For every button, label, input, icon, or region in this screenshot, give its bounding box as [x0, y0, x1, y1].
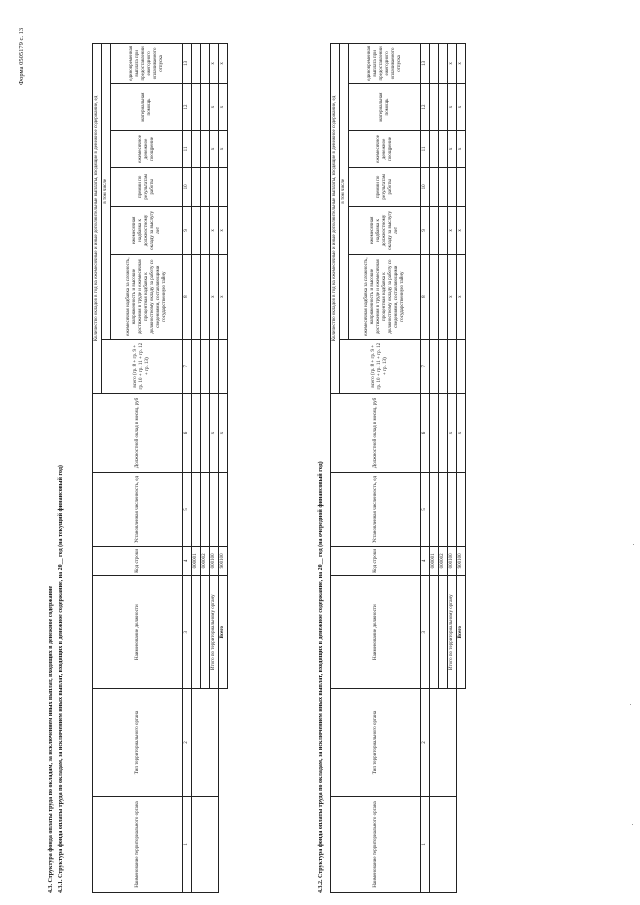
cell-v9[interactable]: [201, 207, 210, 255]
x-mark: x: [457, 44, 466, 84]
cell-staff[interactable]: [192, 473, 201, 547]
col-num: 2: [421, 689, 430, 797]
header-monthly-salary: Должностной оклад в месяц, руб: [93, 393, 183, 472]
cell-v10[interactable]: [457, 167, 466, 207]
cell-v10[interactable]: [430, 167, 439, 207]
header-performance-bonus: премии по результатам работы: [111, 167, 183, 207]
header-row-code: Код строки: [331, 546, 421, 575]
cell-v9[interactable]: [192, 207, 201, 255]
cell-v11[interactable]: [192, 131, 201, 167]
header-including: в том числе: [102, 44, 111, 340]
col-num: 6: [183, 393, 192, 472]
cell-position[interactable]: [430, 576, 439, 689]
col-num: 7: [183, 339, 192, 393]
col-num: 6: [421, 393, 430, 472]
header-total-salaries: всего (гр. 8 + гр. 9 + гр. 10 + гр. 11 + гр. 12 + гр. 13): [102, 339, 183, 393]
cell-total[interactable]: [219, 339, 228, 393]
cell-code: 000001: [192, 546, 201, 575]
x-mark: x: [448, 44, 457, 84]
cell-v11[interactable]: [201, 131, 210, 167]
col-num: 8: [421, 254, 430, 339]
subsection-1-title: 4.3.1. Структура фонда оплаты труда по окладам, за исключением иных выплат, входящих в денежное содержание, на 20__ год (на текущий финансовый год): [58, 465, 64, 893]
header-salary-count-group: Количество окладов в год на ежемесячные и иные дополнительные выплаты, входящие в денежное содержание, ед: [93, 44, 102, 394]
cell-total[interactable]: [448, 339, 457, 393]
cell-total[interactable]: [457, 339, 466, 393]
x-mark: x: [448, 207, 457, 255]
cell-staff[interactable]: [210, 473, 219, 547]
col-num: 4: [421, 546, 430, 575]
header-vacation-payment: единовременная выплата при предоставлении ежегодного оплачиваемого отпуска: [111, 44, 183, 84]
header-salary-count-group: Количество окладов в год на ежемесячные и иные дополнительные выплаты, входящие в денежное содержание, ед: [331, 44, 340, 394]
header-position-name: Наименование должности: [331, 576, 421, 689]
header-row-code: Код строки: [93, 546, 183, 575]
x-mark: x: [219, 131, 228, 167]
cell-salary[interactable]: [192, 393, 201, 472]
cell-total[interactable]: [439, 339, 448, 393]
cell-staff[interactable]: [201, 473, 210, 547]
cell-v13[interactable]: [439, 44, 448, 84]
cell-staff[interactable]: [219, 473, 228, 547]
x-mark: x: [457, 207, 466, 255]
header-monthly-incentive: ежемесячное денежное поощрение: [111, 131, 183, 167]
cell-code: 000002: [201, 546, 210, 575]
x-mark: x: [448, 131, 457, 167]
x-mark: x: [457, 83, 466, 131]
x-mark: x: [219, 393, 228, 472]
cell-code: 000001: [430, 546, 439, 575]
cell-v13[interactable]: [192, 44, 201, 84]
header-vacation-payment: единовременная выплата при предоставлении ежегодного оплачиваемого отпуска: [349, 44, 421, 84]
cell-staff[interactable]: [448, 473, 457, 547]
cell-v13[interactable]: [201, 44, 210, 84]
cell-v10[interactable]: [192, 167, 201, 207]
col-num: 5: [183, 473, 192, 547]
empty-cell: [457, 796, 466, 892]
empty-cell: [457, 689, 466, 797]
cell-position[interactable]: [192, 576, 201, 689]
col-num: 13: [421, 44, 430, 84]
col-num: 4: [183, 546, 192, 575]
header-total-salaries: всего (гр. 8 + гр. 9 + гр. 10 + гр. 11 + гр. 12 + гр. 13): [340, 339, 421, 393]
col-num: 11: [421, 131, 430, 167]
grand-total-code: 900100: [457, 546, 466, 575]
scan-speck: [633, 544, 634, 545]
scan-speck: [632, 824, 633, 825]
cell-staff[interactable]: [457, 473, 466, 547]
section-title: 4.3. Структура фонда оплаты труда по окладам, за исключением иных выплат, входящих в денежное содержание: [48, 585, 54, 893]
column-numbers-row: [421, 44, 430, 893]
cell-v10[interactable]: [201, 167, 210, 207]
x-mark: x: [448, 254, 457, 339]
subsection-2-title: 4.3.2. Структура фонда оплаты труда по окладам, за исключением иных выплат, входящих в денежное содержание, на 20__ год (на очередной финансовый год): [318, 461, 324, 893]
cell-total[interactable]: [430, 339, 439, 393]
header-monthly-incentive: ежемесячное денежное поощрение: [349, 131, 421, 167]
header-complexity-bonus: ежемесячная надбавка за сложность, напряженность и высокие достижения в труде и ежемесячная процентная надбавка к должностному окладу за работу со сведениями, составляющими государственную тайну: [111, 254, 183, 339]
cell-salary[interactable]: [201, 393, 210, 472]
cell-salary[interactable]: [430, 393, 439, 472]
subtotal-code: 000100: [448, 546, 457, 575]
cell-v10[interactable]: [219, 167, 228, 207]
grand-total-code: 900100: [219, 546, 228, 575]
cell-v9[interactable]: [430, 207, 439, 255]
col-num: 3: [183, 576, 192, 689]
header-staff-count: Установленная численность, ед: [331, 473, 421, 547]
header-material-aid: материальная помощь: [349, 83, 421, 131]
col-num: 9: [183, 207, 192, 255]
x-mark: x: [448, 393, 457, 472]
cell-position[interactable]: [439, 576, 448, 689]
cell-organ-name[interactable]: [430, 796, 457, 892]
col-num: 5: [421, 473, 430, 547]
cell-v13[interactable]: [430, 44, 439, 84]
cell-v10[interactable]: [439, 167, 448, 207]
col-num: 12: [421, 83, 430, 131]
cell-v8[interactable]: [439, 254, 448, 339]
grand-total-label: Всего: [219, 576, 228, 689]
column-numbers-row: [183, 44, 192, 893]
cell-v11[interactable]: [439, 131, 448, 167]
col-num: 10: [421, 167, 430, 207]
header-including: в том числе: [340, 44, 349, 340]
header-territorial-organ-name: Наименование территориального органа: [93, 796, 183, 892]
empty-cell: [219, 689, 228, 797]
cell-organ-type[interactable]: [192, 689, 219, 797]
header-monthly-salary: Должностной оклад в месяц, руб: [331, 393, 421, 472]
x-mark: x: [219, 207, 228, 255]
empty-cell: [219, 796, 228, 892]
grand-total-row: [457, 44, 466, 893]
subtotal-code: 000100: [210, 546, 219, 575]
col-num: 3: [421, 576, 430, 689]
x-mark: x: [219, 254, 228, 339]
scan-speck: [630, 704, 631, 705]
cell-code: 000002: [439, 546, 448, 575]
header-performance-bonus: премии по результатам работы: [349, 167, 421, 207]
header-material-aid: материальная помощь: [111, 83, 183, 131]
fot-structure-table-next-year: [330, 43, 466, 893]
x-mark: x: [457, 131, 466, 167]
grand-total-label: Всего: [457, 576, 466, 689]
cell-v12[interactable]: [439, 83, 448, 131]
cell-v11[interactable]: [430, 131, 439, 167]
col-num: 7: [421, 339, 430, 393]
col-num: 1: [183, 796, 192, 892]
cell-v10[interactable]: [210, 167, 219, 207]
header-seniority-bonus: ежемесячная надбавка к должностному окладу за выслугу лет: [111, 207, 183, 255]
col-num: 13: [183, 44, 192, 84]
header-territorial-organ-type: Тип территориального органа: [331, 689, 421, 797]
cell-position[interactable]: [201, 576, 210, 689]
cell-v10[interactable]: [448, 167, 457, 207]
cell-total[interactable]: [201, 339, 210, 393]
header-seniority-bonus: ежемесячная надбавка к должностному окладу за выслугу лет: [349, 207, 421, 255]
header-territorial-organ-type: Тип территориального органа: [93, 689, 183, 797]
cell-staff[interactable]: [430, 473, 439, 547]
cell-v12[interactable]: [430, 83, 439, 131]
table-row: [430, 44, 439, 893]
header-position-name: Наименование должности: [93, 576, 183, 689]
cell-total[interactable]: [192, 339, 201, 393]
x-mark: x: [448, 83, 457, 131]
col-num: 1: [421, 796, 430, 892]
col-num: 10: [183, 167, 192, 207]
header-complexity-bonus: ежемесячная надбавка за сложность, напряженность и высокие достижения в труде и ежемесячная процентная надбавка к должностному окладу за работу со сведениями, составляющими государственную тайну: [349, 254, 421, 339]
col-num: 8: [183, 254, 192, 339]
cell-staff[interactable]: [439, 473, 448, 547]
header-territorial-organ-name: Наименование территориального органа: [331, 796, 421, 892]
cell-v9[interactable]: [439, 207, 448, 255]
cell-v8[interactable]: [201, 254, 210, 339]
cell-organ-type[interactable]: [430, 689, 457, 797]
x-mark: x: [210, 207, 219, 255]
cell-salary[interactable]: [439, 393, 448, 472]
cell-v8[interactable]: [430, 254, 439, 339]
header-staff-count: Установленная численность, ед: [93, 473, 183, 547]
cell-v8[interactable]: [192, 254, 201, 339]
cell-total[interactable]: [210, 339, 219, 393]
form-number: Форма 0505179 с. 13: [18, 27, 25, 85]
grand-total-row: [219, 44, 228, 893]
cell-v12[interactable]: [201, 83, 210, 131]
x-mark: x: [457, 393, 466, 472]
x-mark: x: [219, 44, 228, 84]
x-mark: x: [457, 254, 466, 339]
table-row: [192, 44, 201, 893]
x-mark: x: [210, 393, 219, 472]
x-mark: x: [210, 254, 219, 339]
cell-organ-name[interactable]: [192, 796, 219, 892]
col-num: 2: [183, 689, 192, 797]
x-mark: x: [210, 44, 219, 84]
fot-structure-table-current-year: [92, 43, 228, 893]
subtotal-label: Итого по территориальному органу: [448, 576, 457, 689]
col-num: 11: [183, 131, 192, 167]
col-num: 9: [421, 207, 430, 255]
x-mark: x: [219, 83, 228, 131]
col-num: 12: [183, 83, 192, 131]
cell-v12[interactable]: [192, 83, 201, 131]
subtotal-label: Итого по территориальному органу: [210, 576, 219, 689]
x-mark: x: [210, 131, 219, 167]
x-mark: x: [210, 83, 219, 131]
